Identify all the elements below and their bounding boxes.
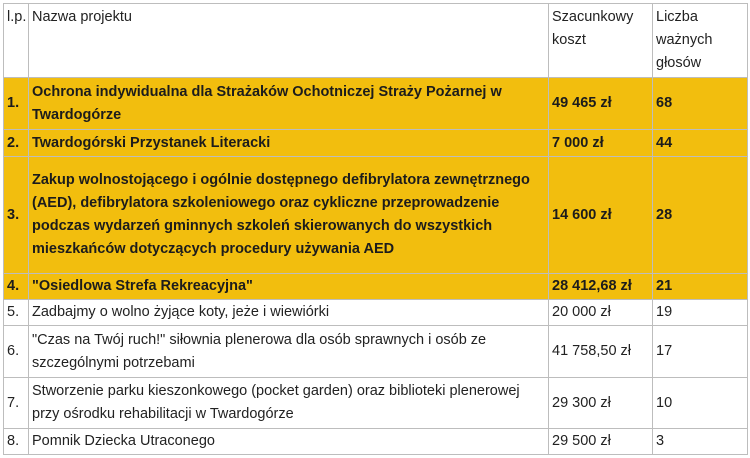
row-lp: 4. (4, 274, 29, 300)
row-cost: 14 600 zł (549, 157, 653, 274)
table-row (4, 326, 748, 378)
row-project-name: Zakup wolnostojącego i ogólnie dostępnego defibrylatora zewnętrznego (AED), defibrylatora szkoleniowego oraz cykliczne przeprowadzenie podczas wydarzeń gminnych szkoleń skierowanych do wszystkich mieszkańców dotyczących procedury używania AED (29, 157, 549, 274)
row-project-name: Twardogórski Przystanek Literacki (29, 130, 549, 157)
row-lp: 2. (4, 130, 29, 157)
table-row (4, 429, 748, 455)
row-votes: 44 (653, 130, 748, 157)
header-project-name: Nazwa projektu (29, 4, 549, 78)
table-row (4, 130, 748, 157)
row-cost: 49 465 zł (549, 78, 653, 130)
row-project-name: "Czas na Twój ruch!" siłownia plenerowa dla osób sprawnych i osób ze szczególnymi potrzebami (29, 326, 549, 378)
row-votes: 28 (653, 157, 748, 274)
row-votes: 19 (653, 300, 748, 326)
table-row (4, 274, 748, 300)
results-table (3, 3, 748, 455)
header-estimated-cost: Szacunkowy koszt (549, 4, 653, 78)
row-votes: 21 (653, 274, 748, 300)
row-lp: 3. (4, 157, 29, 274)
row-project-name: Zadbajmy o wolno żyjące koty, jeże i wiewiórki (29, 300, 549, 326)
row-cost: 20 000 zł (549, 300, 653, 326)
row-votes: 3 (653, 429, 748, 455)
row-cost: 29 500 zł (549, 429, 653, 455)
header-valid-votes: Liczba ważnych głosów (653, 4, 748, 78)
table-row (4, 157, 748, 274)
row-cost: 41 758,50 zł (549, 326, 653, 378)
row-lp: 7. (4, 378, 29, 429)
row-votes: 10 (653, 378, 748, 429)
results-table-container (3, 3, 748, 455)
table-row (4, 378, 748, 429)
row-lp: 6. (4, 326, 29, 378)
table-header-row (4, 4, 748, 78)
table-row (4, 300, 748, 326)
header-lp: l.p. (4, 4, 29, 78)
row-project-name: Pomnik Dziecka Utraconego (29, 429, 549, 455)
row-project-name: "Osiedlowa Strefa Rekreacyjna" (29, 274, 549, 300)
row-project-name: Ochrona indywidualna dla Strażaków Ochotniczej Straży Pożarnej w Twardogórze (29, 78, 549, 130)
row-votes: 17 (653, 326, 748, 378)
row-cost: 29 300 zł (549, 378, 653, 429)
row-cost: 28 412,68 zł (549, 274, 653, 300)
row-project-name: Stworzenie parku kieszonkowego (pocket garden) oraz biblioteki plenerowej przy ośrodku rehabilitacji w Twardogórze (29, 378, 549, 429)
row-lp: 1. (4, 78, 29, 130)
row-cost: 7 000 zł (549, 130, 653, 157)
row-lp: 5. (4, 300, 29, 326)
row-votes: 68 (653, 78, 748, 130)
table-row (4, 78, 748, 130)
row-lp: 8. (4, 429, 29, 455)
